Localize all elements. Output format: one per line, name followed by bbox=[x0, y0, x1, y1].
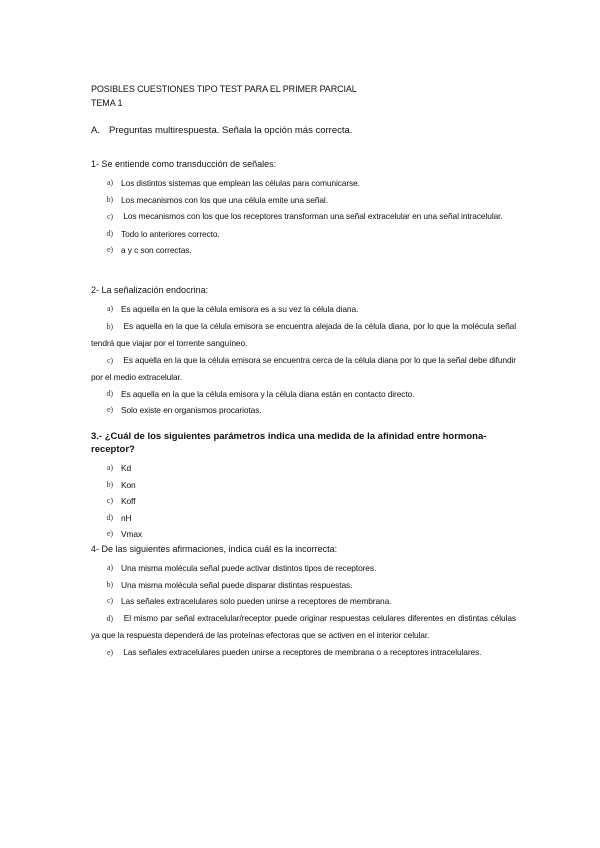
option-text: Koff bbox=[121, 496, 136, 506]
option-label: d) bbox=[106, 388, 113, 398]
option-e bbox=[91, 644, 516, 662]
option-b bbox=[91, 577, 516, 594]
option-label: e) bbox=[106, 647, 113, 657]
option-d bbox=[91, 386, 516, 403]
option-text: nH bbox=[121, 512, 132, 523]
option-text: Kd bbox=[121, 463, 132, 473]
option-d bbox=[91, 610, 516, 644]
option-e bbox=[91, 402, 516, 419]
option-text: El mismo par señal extracelular/receptor puede originar respuestas celulares diferentes en distintas células ya que la respuesta dependerá de las proteínas efectoras que se activen en el interior celular. bbox=[91, 612, 516, 640]
option-a bbox=[91, 301, 516, 318]
option-label: a) bbox=[106, 563, 113, 572]
option-text: Es aquella en la que la célula emisora y la célula diana están en contacto directo. bbox=[121, 388, 415, 399]
option-a bbox=[91, 560, 516, 577]
option-label: a) bbox=[106, 304, 113, 313]
section-title: Preguntas multirespuesta. Señala la opción más correcta. bbox=[109, 125, 353, 136]
option-label: b) bbox=[106, 479, 113, 489]
option-e bbox=[91, 242, 516, 259]
option-text: Una misma molécula señal puede disparar distintas respuestas. bbox=[121, 579, 353, 590]
option-label: c) bbox=[106, 355, 113, 365]
option-text: Las señales extracelulares solo pueden unirse a receptores de membrana. bbox=[121, 596, 392, 606]
question-title: 2- La señalización endocrina: bbox=[91, 285, 209, 295]
option-d bbox=[91, 510, 516, 527]
section-heading bbox=[91, 125, 352, 136]
option-label: e) bbox=[106, 245, 113, 254]
option-text: Los mecanismos con los que una célula emite una señal. bbox=[121, 194, 328, 205]
option-text: Una misma molécula señal puede activar distintos tipos de receptores. bbox=[121, 563, 377, 573]
section-letter: A. bbox=[91, 125, 100, 136]
option-label: a) bbox=[106, 463, 113, 472]
option-label: b) bbox=[106, 321, 113, 331]
option-d bbox=[91, 226, 516, 243]
option-text: Solo existe en organismos procariotas. bbox=[121, 405, 262, 415]
option-label: e) bbox=[106, 405, 113, 414]
option-label: d) bbox=[106, 512, 113, 522]
document-header bbox=[91, 82, 357, 110]
option-text: a y c son correctas. bbox=[121, 245, 192, 255]
option-b bbox=[91, 477, 516, 494]
question-2 bbox=[91, 284, 516, 419]
option-label: d) bbox=[106, 613, 113, 623]
option-text: Los distintos sistemas que emplean las células para comunicarse. bbox=[121, 178, 360, 188]
option-text: Kon bbox=[121, 479, 136, 490]
question-title: 1- Se entiende como transducción de señales: bbox=[91, 159, 277, 169]
option-text: Los mecanismos con los que los receptores transforman una señal extracelular en una señal intracelular. bbox=[123, 211, 503, 221]
option-text: Vmax bbox=[121, 529, 143, 539]
option-label: a) bbox=[106, 178, 113, 187]
option-c bbox=[91, 208, 516, 226]
option-label: b) bbox=[106, 579, 113, 589]
option-label: c) bbox=[106, 596, 113, 605]
option-a bbox=[91, 175, 516, 192]
option-text: Es aquella en la que la célula emisora se encuentra alejada de la célula diana, por lo que la molécula señal tendrá que viajar por el torrente sanguíneo. bbox=[91, 320, 516, 348]
option-c bbox=[91, 593, 516, 610]
document-subtitle: TEMA 1 bbox=[91, 98, 123, 108]
option-c bbox=[91, 493, 516, 510]
option-label: c) bbox=[106, 212, 113, 221]
option-label: c) bbox=[106, 496, 113, 505]
option-label: d) bbox=[106, 228, 113, 238]
question-title: 4- De las siguientes afirmaciones, indica cuál es la incorrecta: bbox=[91, 544, 338, 554]
option-label: e) bbox=[106, 529, 113, 538]
option-a bbox=[91, 460, 516, 477]
question-1 bbox=[91, 158, 516, 259]
option-e bbox=[91, 526, 516, 543]
question-4 bbox=[91, 543, 516, 661]
document-title: POSIBLES CUESTIONES TIPO TEST PARA EL PRIMER PARCIAL bbox=[91, 84, 357, 94]
question-3 bbox=[91, 430, 516, 543]
option-label: b) bbox=[106, 194, 113, 204]
option-text: Es aquella en la que la célula emisora es a su vez la célula diana. bbox=[121, 304, 359, 314]
option-text: Todo lo anteriores correcto. bbox=[121, 228, 220, 239]
option-b bbox=[91, 318, 516, 352]
option-b bbox=[91, 192, 516, 209]
option-c bbox=[91, 352, 516, 386]
option-text: Las señales extracelulares pueden unirse a receptores de membrana o a receptores intracelulares. bbox=[123, 646, 482, 657]
question-title: 3.- ¿Cuál de los siguientes parámetros indica una medida de la afinidad entre hormona-receptor? bbox=[91, 431, 487, 455]
option-text: Es aquella en la que la célula emisora se encuentra cerca de la célula diana por lo que la señal debe difundir por el medio extracelular. bbox=[91, 354, 516, 382]
